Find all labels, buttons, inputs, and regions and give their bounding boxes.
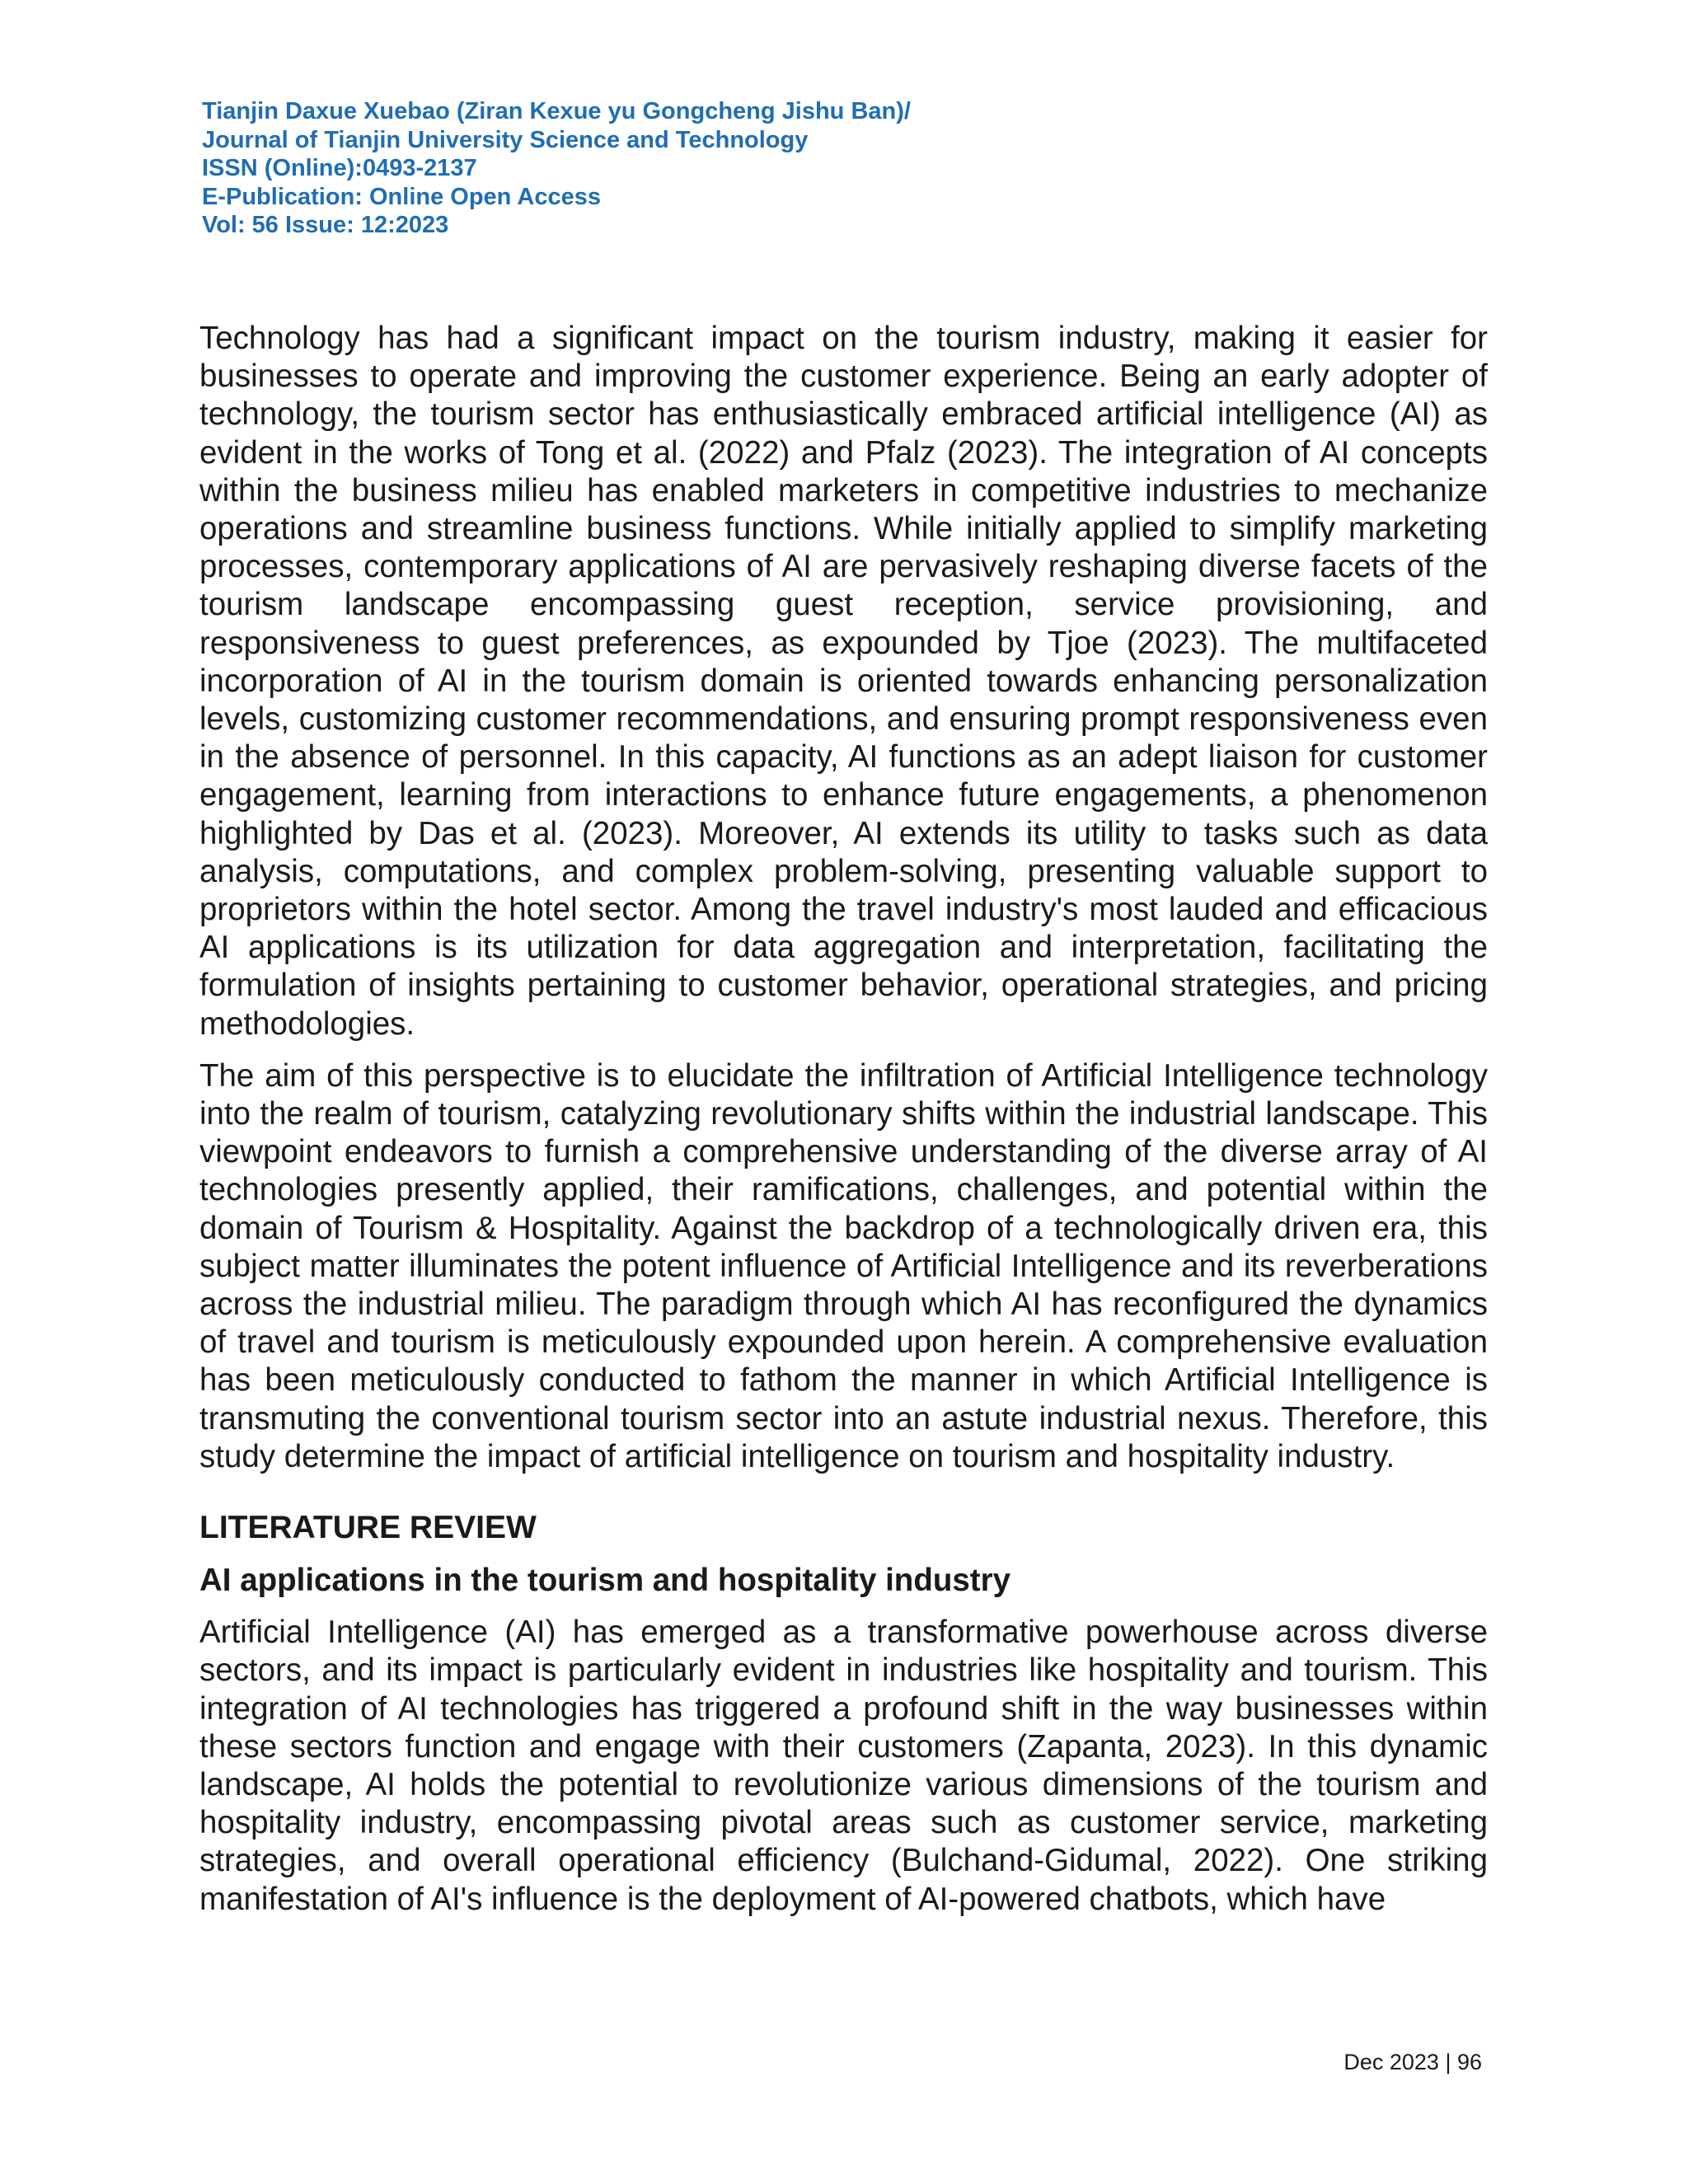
body-paragraph-ai-transformative: Artificial Intelligence (AI) has emerged as a transformative powerhouse across diverse sectors, and its impact is particularly evident in industries like hospitality and tourism. This integration of AI technologies has triggered a profound shift in the way businesses within these sectors function and engage with their customers (Zapanta, 2023). In this dynamic landscape, AI holds the potential to revolutionize various dimensions of the tourism and hospitality industry, encompassing pivotal areas such as customer service, marketing strategies, and overall operational efficiency (Bulchand-Gidumal, 2022). One striking manifestation of AI's influence is the deployment of AI-powered chatbots, which have — [199, 1615, 1488, 1917]
journal-title-line: Tianjin Daxue Xuebao (Ziran Kexue yu Gongcheng Jishu Ban)/ — [202, 98, 911, 124]
section-heading-literature-review: LITERATURE REVIEW — [199, 1510, 537, 1546]
journal-volume-issue: Vol: 56 Issue: 12:2023 — [202, 212, 449, 238]
journal-header — [202, 97, 1191, 240]
page-number-label: Dec 2023 | 96 — [1343, 2050, 1482, 2074]
journal-publication-type: E-Publication: Online Open Access — [202, 183, 601, 210]
subsection-heading-ai-applications: AI applications in the tourism and hospitality industry — [199, 1563, 1010, 1599]
journal-issn: ISSN (Online):0493-2137 — [202, 155, 477, 181]
article-body — [199, 320, 1488, 1919]
journal-title-english: Journal of Tianjin University Science and Technology — [202, 126, 809, 153]
body-paragraph-study-aim: The aim of this perspective is to elucidate the infiltration of Artificial Intelligence technology into the realm of tourism, catalyzing revolutionary shifts within the industrial landscape. This viewpoint endeavors to furnish a comprehensive understanding of the diverse array of AI technologies presently applied, their ramifications, challenges, and potential within the domain of Tourism & Hospitality. Against the backdrop of a technologically driven era, this subject matter illuminates the potent influence of Artificial Intelligence and its reverberations across the industrial milieu. The paradigm through which AI has reconfigured the dynamics of travel and tourism is meticulously expounded upon herein. A comprehensive evaluation has been meticulously conducted to fathom the manner in which Artificial Intelligence is transmuting the conventional tourism sector into an astute industrial nexus. Therefore, this study determine the impact of artificial intelligence on tourism and hospitality industry. — [199, 1057, 1488, 1474]
page-footer — [1343, 2049, 1482, 2075]
body-paragraph-technology-impact: Technology has had a significant impact on the tourism industry, making it easier for businesses to operate and improving the customer experience. Being an early adopter of technology, the tourism sector has enthusiastically embraced artificial intelligence (AI) as evident in the works of Tong et al. (2022) and Pfalz (2023). The integration of AI concepts within the business milieu has enabled marketers in competitive industries to mechanize operations and streamline business functions. While initially applied to simplify marketing processes, contemporary applications of AI are pervasively reshaping diverse facets of the tourism landscape encompassing guest reception, service provisioning, and responsiveness to guest preferences, as expounded by Tjoe (2023). The multifaceted incorporation of AI in the tourism domain is oriented towards enhancing personalization levels, customizing customer recommendations, and ensuring prompt responsiveness even in the absence of personnel. In this capacity, AI functions as an adept liaison for customer engagement, learning from interactions to enhance future engagements, a phenomenon highlighted by Das et al. (2023). Moreover, AI extends its utility to tasks such as data analysis, computations, and complex problem-solving, presenting valuable support to proprietors within the hotel sector. Among the travel industry's most lauded and efficacious AI applications is its utilization for data aggregation and interpretation, facilitating the formulation of insights pertaining to customer behavior, operational strategies, and pricing methodologies. — [199, 321, 1488, 1042]
